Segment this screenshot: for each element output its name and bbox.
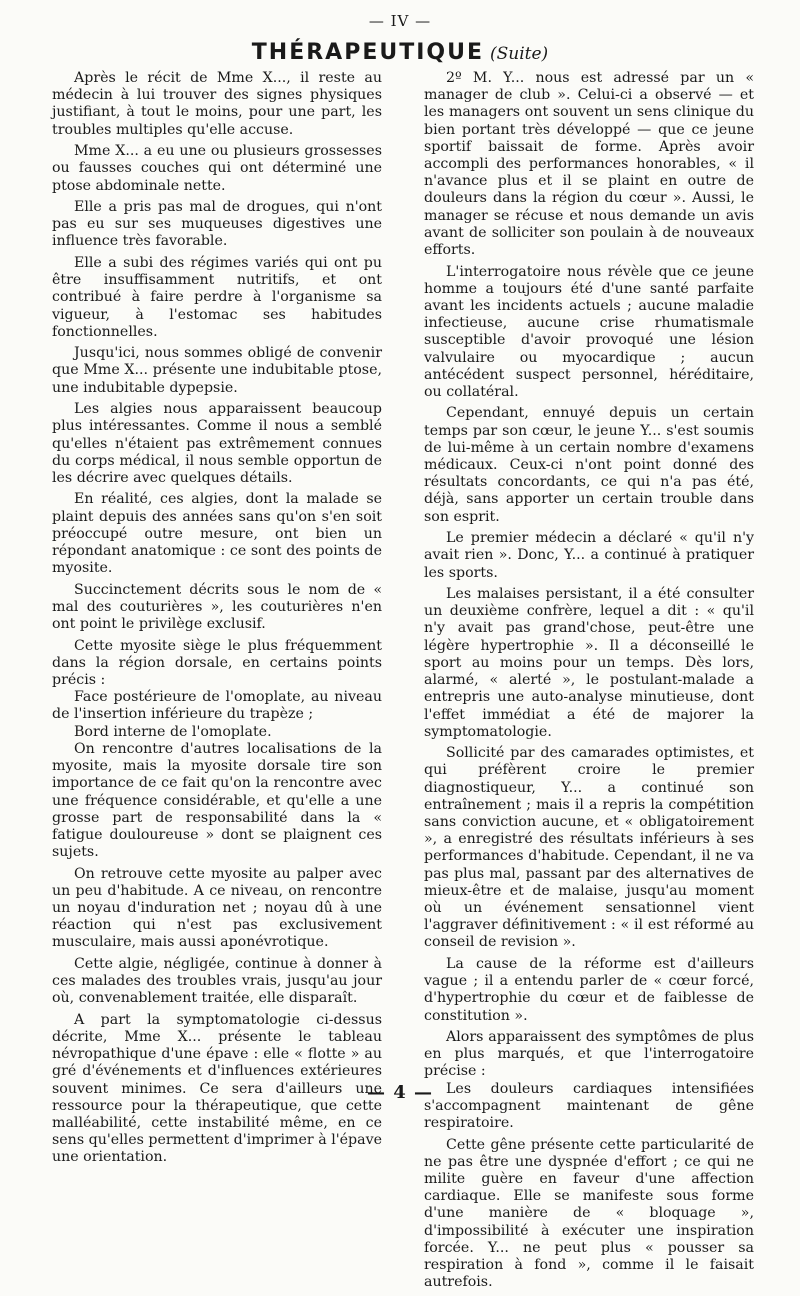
paragraph: La cause de la réforme est d'ailleurs vague ; il a entendu parler de « cœur forcé, d'hypertrophie du cœur et de faiblesse de constitution ». <box>424 955 754 1024</box>
right-column <box>424 70 754 1296</box>
paragraph: On rencontre d'autres localisations de la myosite, mais la myosite dorsale tire son importance de ce fait qu'on la rencontre avec une fréquence considérable, et qu'elle a une grosse part de responsabilité dans la « fatigue douloureuse » dont se plaignent ces sujets. <box>52 740 382 861</box>
paragraph: Après le récit de Mme X..., il reste au médecin à lui trouver des signes physiques justifiant, à tout le moins, pour une part, les troubles multiples qu'elle accuse. <box>52 70 382 138</box>
title-text: THÉRAPEUTIQUE <box>251 40 484 65</box>
page-title <box>0 40 800 67</box>
paragraph: 2º M. Y... nous est adressé par un « manager de club ». Celui-ci a observé — et les managers ont souvent un sens clinique du bien portant très développé — que ce jeune sportif baissait de forme. Après avoir accompli des performances honorables, « il n'avance plus et il se plaint en outre de douleurs dans la région du cœur ». Aussi, le manager se récuse et nous demande un avis avant de solliciter son poulain à de nouveaux efforts. <box>424 70 754 259</box>
paragraph: On retrouve cette myosite au palper avec un peu d'habitude. A ce niveau, on rencontre un noyau d'induration net ; noyau dû à une réaction qui n'est pas exclusivement musculaire, mais aussi aponévrotique. <box>52 865 382 951</box>
paragraph: A part la symptomatologie ci-dessus décrite, Mme X... présente le tableau névropathique d'une épave : elle « flotte » au gré d'événements et d'influences extérieures souvent minimes. Ce sera d'ailleurs une ressource pour la thérapeutique, que cette malléabilité, cette instabilité même, en ce sens qu'elles permettent d'imprimer à l'épave une orientation. <box>52 1011 382 1166</box>
paragraph: Les algies nous apparaissent beaucoup plus intéressantes. Comme il nous a semblé qu'elles n'étaient pas extrêmement connues du corps médical, il nous semble opportun de les décrire avec quelques détails. <box>52 401 382 486</box>
paragraph: Jusqu'ici, nous sommes obligé de convenir que Mme X... présente une indubitable ptose, une indubitable dypepsie. <box>52 345 382 396</box>
paragraph: Les malaises persistant, il a été consulter un deuxième confrère, lequel a dit : « qu'il n'y avait pas grand'chose, peut-être une légère hypertrophie ». Il a déconseillé le sport au moins pour un temps. Dès lors, alarmé, « alerté », le postulant-malade a entrepris une auto-analyse minutieuse, dont l'effet immédiat a été de majorer la symptomatologie. <box>424 586 754 740</box>
paragraph: Elle a subi des régimes variés qui ont pu être insuffisamment nutritifs, et ont contribué à faire perdre à l'organisme sa vigueur, à l'estomac ses habitudes fonctionnelles. <box>52 254 382 340</box>
paragraph: Alors apparaissent des symptômes de plus en plus marqués, et que l'interrogatoire précise : <box>424 1029 754 1080</box>
paragraph: Le premier médecin a déclaré « qu'il n'y avait rien ». Donc, Y... a continué à pratiquer les sports. <box>424 530 754 581</box>
page-number: — 4 — <box>366 1082 434 1103</box>
paragraph: Cette myosite siège le plus fréquemment dans la région dorsale, en certains points précis : <box>52 637 382 689</box>
paragraph: Sollicité par des camarades optimistes, et qui préfèrent croire le premier diagnostiqueur, Y... a continué son entraînement ; mais il a repris la compétition sans conviction aucune, et « obligatoirement », a enregistré des résultats inférieurs à ses performances d'habitude. Cependant, il ne va pas plus mal, passant par des alternatives de mieux-être et de malaise, jusqu'au moment où un événement sensationnel vient l'aggraver définitivement : « il est réformé au conseil de revision ». <box>424 745 754 951</box>
paragraph: Mme X... a eu une ou plusieurs grossesses ou fausses couches qui ont déterminé une ptose abdominale nette. <box>52 143 382 194</box>
title-suffix: (Suite) <box>490 44 549 64</box>
page-roman-numeral: — IV — <box>368 12 432 30</box>
paragraph: Cependant, ennuyé depuis un certain temps par son cœur, le jeune Y... s'est soumis de lui-même à un certain nombre d'examens médicaux. Ceux-ci n'ont point donné des résultats concordants, ce qui n'a pas été, déjà, sans apporter un certain trouble dans son esprit. <box>424 405 754 525</box>
left-column <box>52 70 382 1171</box>
paragraph: Les douleurs cardiaques intensifiées s'accompagnent maintenant de gêne respiratoire. <box>424 1080 754 1132</box>
paragraph: Succinctement décrits sous le nom de « mal des couturières », les couturières n'en ont point le privilège exclusif. <box>52 581 382 633</box>
paragraph: Face postérieure de l'omoplate, au niveau de l'insertion inférieure du trapèze ; <box>52 689 382 723</box>
paragraph: Cette algie, négligée, continue à donner à ces malades des troubles vrais, jusqu'au jour où, convenablement traitée, elle disparaît. <box>52 955 382 1007</box>
paragraph: Cette gêne présente cette particularité de ne pas être une dyspnée d'effort ; ce qui ne milite guère en faveur d'une affection cardiaque. Elle se manifeste sous forme d'une manière de « bloquage », d'impossibilité à exécuter une inspiration forcée. Y... ne peut plus « pousser sa respiration à fond », comme il le faisait autrefois. <box>424 1136 754 1291</box>
paragraph: En réalité, ces algies, dont la malade se plaint depuis des années sans qu'on s'en soit préoccupé outre mesure, ont bien un répondant anatomique : ce sont des points de myosite. <box>52 491 382 577</box>
paragraph: L'interrogatoire nous révèle que ce jeune homme a toujours été d'une santé parfaite avant les incidents actuels ; aucune maladie infectieuse, aucune crise rhumatismale susceptible d'avoir provoqué une lésion valvulaire ou myocardique ; aucun antécédent suspect personnel, héréditaire, ou collatéral. <box>424 263 754 400</box>
paragraph: Elle a pris pas mal de drogues, qui n'ont pas eu sur ses muqueuses digestives une influence très favorable. <box>52 199 382 250</box>
paragraph: Bord interne de l'omoplate. <box>74 723 272 740</box>
